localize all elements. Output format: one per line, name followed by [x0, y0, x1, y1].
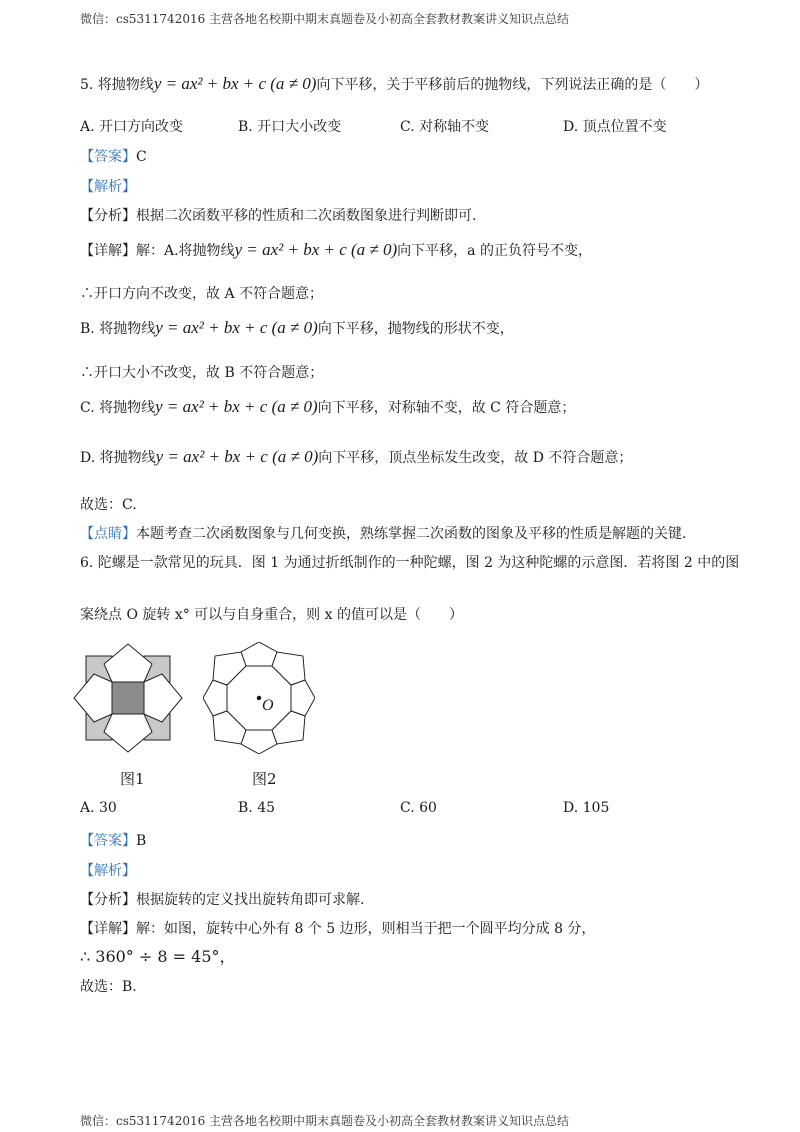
fig1-pentagon-top: [104, 644, 152, 682]
q5-option-b: B. 开口大小改变: [238, 119, 342, 135]
q5-stem: [80, 74, 708, 94]
q6-detail-line-1: [80, 918, 595, 938]
center-point: [257, 696, 261, 700]
q6-stem-line-1: 6. 陀螺是一款常见的玩具．图 1 为通过折纸制作的一种陀螺，图 2 为这种陀螺的示意图．若将图 2 中的图: [80, 555, 740, 571]
q5-detail-line-2: ∴开口方向不改变，故 A 不符合题意；: [80, 286, 324, 302]
q6-detail-line-3: 故选：B.: [80, 979, 137, 995]
page-header: 微信：cs5311742016 主营各地名校期中期末真题卷及小初高全套教材教案讲义知识点总结: [80, 12, 570, 26]
formula: y = ax² + bx + c (a ≠ 0): [234, 240, 398, 259]
q6-option-a: A. 30: [80, 800, 117, 816]
dianjing-tag: 【点睛】: [80, 526, 136, 542]
q5-option-c: C. 对称轴不变: [400, 119, 490, 135]
q6-option-d: D. 105: [563, 800, 610, 816]
q5-detail-line-7: 故选：C.: [80, 497, 137, 513]
detail-text: 向下平移，顶点坐标发生改变，故 D 不符合题意；: [318, 450, 633, 466]
detail-text: 向下平移，对称轴不变，故 C 符合题意；: [317, 400, 576, 416]
q5-detail-line-5: [80, 397, 575, 417]
formula: y = ax² + bx + c (a ≠ 0): [155, 447, 319, 466]
q5-fenxi: [80, 205, 476, 225]
fig1-caption: 图1: [120, 770, 145, 788]
formula: y = ax² + bx + c (a ≠ 0): [155, 318, 318, 337]
q5-answer: [80, 146, 147, 166]
fig1-center-square: [112, 682, 144, 714]
fig1-pentagon-bottom: [104, 714, 152, 752]
detail-text: 向下平移，a 的正负符号不变，: [397, 243, 592, 259]
q5-detail-line-3: [80, 318, 514, 338]
detail-text: 向下平移，抛物线的形状不变，: [317, 321, 514, 337]
fenxi-text: 根据旋转的定义找出旋转角即可求解.: [136, 892, 365, 908]
detail-text: B. 将抛物线: [80, 321, 156, 337]
fig2-caption: 图2: [252, 770, 277, 788]
q5-option-a: A. 开口方向改变: [80, 119, 184, 135]
q5-option-d: D. 顶点位置不变: [563, 119, 667, 135]
fenxi-tag: 【分析】: [80, 208, 136, 224]
fig2-pentagon: [291, 680, 315, 716]
fig1-pentagon-left: [74, 674, 112, 722]
point-o-label: O: [262, 697, 274, 714]
xiangjie-tag: 【详解】: [80, 243, 136, 259]
q5-jiexi-tag: 【解析】: [80, 179, 136, 195]
fenxi-tag: 【分析】: [80, 892, 136, 908]
q6-jiexi-tag: 【解析】: [80, 863, 136, 879]
q6-stem-line-2: 案绕点 O 旋转 x° 可以与自身重合，则 x 的值可以是（ ）: [80, 607, 463, 623]
q5-detail-line-4: ∴开口大小不改变，故 B 不符合题意；: [80, 365, 324, 381]
fig1-pentagon-right: [144, 674, 182, 722]
formula: y = ax² + bx + c (a ≠ 0): [153, 74, 317, 93]
q5-stem-end: 向下平移，关于平移前后的抛物线，下列说法正确的是（ ）: [316, 77, 709, 93]
formula: y = ax² + bx + c (a ≠ 0): [155, 397, 318, 416]
q5-detail-line-1: [80, 240, 592, 260]
q6-option-c: C. 60: [400, 800, 437, 816]
figure-2: [203, 642, 315, 754]
page-footer: 微信：cs5311742016 主营各地名校期中期末真题卷及小初高全套教材教案讲义知识点总结: [80, 1114, 570, 1128]
detail-text: D. 将抛物线: [80, 450, 156, 466]
q5-detail-line-6: [80, 447, 632, 467]
xiangjie-tag: 【详解】: [80, 921, 136, 937]
detail-text: 解：如图，旋转中心外有 8 个 5 边形，则相当于把一个圆平均分成 8 分，: [136, 921, 596, 937]
answer-value: B: [136, 833, 147, 849]
q5-dianjing: [80, 523, 686, 543]
q6-option-b: B. 45: [238, 800, 276, 816]
q5-stem-start: 5. 将抛物线: [80, 77, 154, 93]
dianjing-text: 本题考查二次函数图象与几何变换，熟练掌握二次函数的图象及平移的性质是解题的关键.: [136, 526, 687, 542]
q6-detail-line-2: ∴ 360° ÷ 8 = 45°，: [80, 947, 236, 966]
fenxi-text: 根据二次函数平移的性质和二次函数图象进行判断即可.: [136, 208, 477, 224]
fig2-pentagon: [241, 642, 277, 666]
detail-text: 解：A.将抛物线: [136, 243, 235, 259]
fig2-pentagon: [241, 730, 277, 754]
fig2-pentagon: [203, 680, 227, 716]
q6-answer: [80, 830, 146, 850]
answer-tag: 【答案】: [80, 149, 136, 165]
q6-fenxi: [80, 889, 364, 909]
answer-value: C: [136, 149, 147, 165]
figure-1: [72, 642, 184, 754]
detail-text: C. 将抛物线: [80, 400, 156, 416]
answer-tag: 【答案】: [80, 833, 136, 849]
